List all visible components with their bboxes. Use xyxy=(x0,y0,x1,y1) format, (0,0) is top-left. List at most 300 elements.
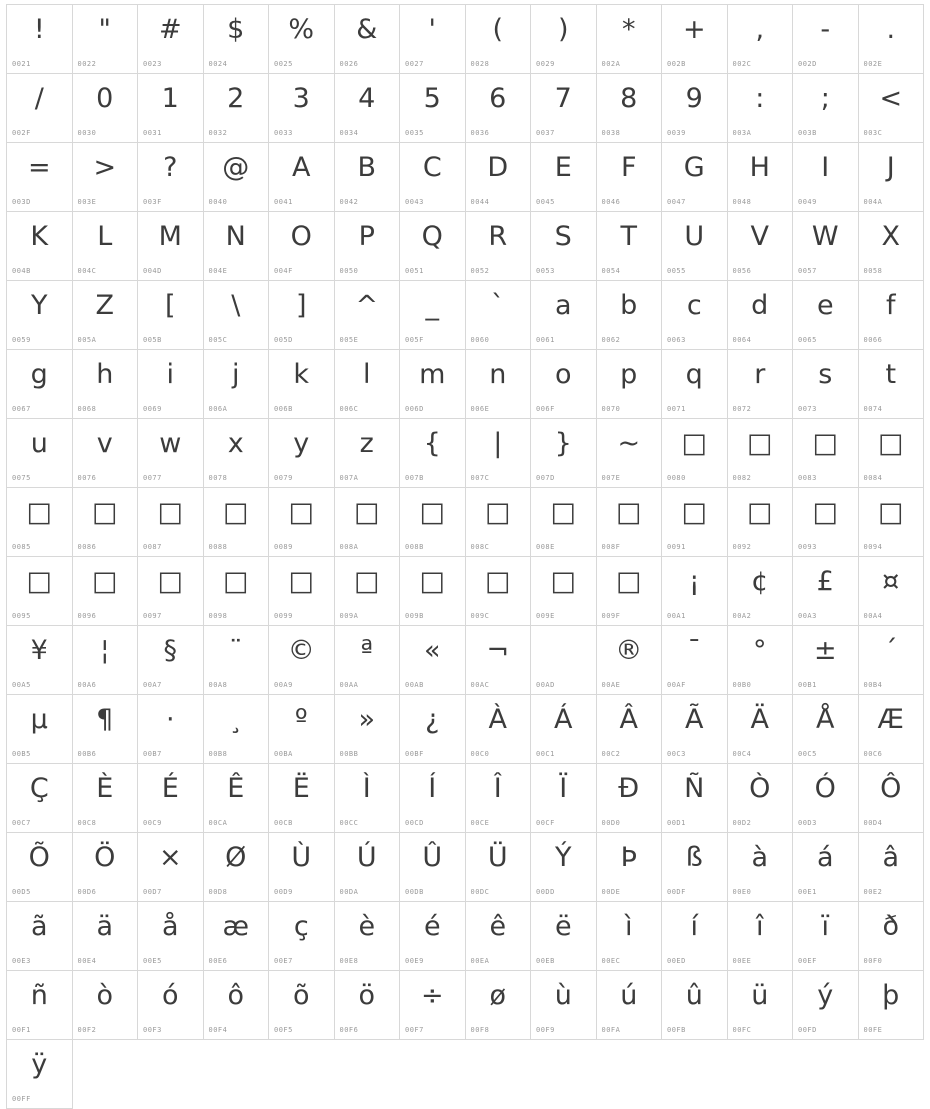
glyph-cell[interactable] xyxy=(335,695,401,764)
glyph-cell[interactable] xyxy=(204,695,270,764)
glyph-codepoint: 0031 xyxy=(143,129,162,137)
glyph-cell[interactable] xyxy=(204,902,270,971)
glyph-cell[interactable] xyxy=(269,281,335,350)
glyph-cell[interactable] xyxy=(269,488,335,557)
glyph-cell[interactable] xyxy=(335,902,401,971)
glyph-cell[interactable] xyxy=(204,626,270,695)
glyph-codepoint: 0069 xyxy=(143,405,162,413)
glyph-codepoint: 002F xyxy=(12,129,31,137)
glyph-codepoint: 00D0 xyxy=(601,819,621,827)
glyph-character: j xyxy=(231,359,240,390)
glyph-cell[interactable] xyxy=(597,143,663,212)
glyph-cell[interactable] xyxy=(466,5,532,74)
glyph-cell[interactable] xyxy=(597,281,663,350)
glyph-codepoint: 006D xyxy=(405,405,424,413)
glyph-cell[interactable] xyxy=(662,902,728,971)
glyph-cell[interactable] xyxy=(400,626,466,695)
glyph-codepoint: 0068 xyxy=(77,405,97,413)
glyph-cell[interactable] xyxy=(597,488,663,557)
glyph-cell[interactable] xyxy=(400,695,466,764)
glyph-cell[interactable] xyxy=(73,695,139,764)
glyph-codepoint: 0035 xyxy=(405,129,424,137)
glyph-cell[interactable] xyxy=(662,74,728,143)
glyph-character: 2 xyxy=(227,83,245,114)
glyph-codepoint: 0045 xyxy=(536,198,555,206)
glyph-cell[interactable] xyxy=(204,350,270,419)
glyph-cell[interactable] xyxy=(400,764,466,833)
glyph-codepoint: 00D3 xyxy=(798,819,817,827)
glyph-cell[interactable] xyxy=(7,281,73,350)
glyph-cell[interactable] xyxy=(728,902,794,971)
glyph-cell[interactable] xyxy=(335,143,401,212)
glyph-cell[interactable] xyxy=(859,695,925,764)
glyph-codepoint: 002A xyxy=(601,60,621,68)
glyph-character: É xyxy=(161,773,179,804)
glyph-character: d xyxy=(751,290,769,321)
glyph-cell[interactable] xyxy=(138,488,204,557)
glyph-cell[interactable] xyxy=(793,5,859,74)
glyph-cell[interactable] xyxy=(793,143,859,212)
glyph-cell[interactable] xyxy=(138,695,204,764)
glyph-cell[interactable] xyxy=(400,488,466,557)
glyph-cell[interactable] xyxy=(662,833,728,902)
glyph-cell[interactable] xyxy=(662,143,728,212)
glyph-cell[interactable] xyxy=(335,557,401,626)
glyph-cell[interactable] xyxy=(400,557,466,626)
glyph-cell[interactable] xyxy=(204,419,270,488)
glyph-cell[interactable] xyxy=(269,695,335,764)
glyph-cell[interactable] xyxy=(7,1040,73,1109)
glyph-codepoint: 00FD xyxy=(798,1026,817,1034)
glyph-cell[interactable] xyxy=(269,626,335,695)
glyph-cell[interactable] xyxy=(793,488,859,557)
glyph-character: □ xyxy=(353,566,380,597)
glyph-cell[interactable] xyxy=(859,488,925,557)
glyph-cell[interactable] xyxy=(335,74,401,143)
glyph-cell[interactable] xyxy=(138,626,204,695)
glyph-cell[interactable] xyxy=(335,350,401,419)
glyph-cell[interactable] xyxy=(728,74,794,143)
glyph-cell[interactable] xyxy=(662,626,728,695)
glyph-cell[interactable] xyxy=(793,695,859,764)
glyph-cell[interactable] xyxy=(793,419,859,488)
glyph-cell[interactable] xyxy=(466,695,532,764)
glyph-cell[interactable] xyxy=(662,971,728,1040)
glyph-cell[interactable] xyxy=(73,281,139,350)
glyph-cell[interactable] xyxy=(662,695,728,764)
glyph-codepoint: 0024 xyxy=(208,60,228,68)
glyph-character: □ xyxy=(222,566,249,597)
glyph-cell[interactable] xyxy=(662,419,728,488)
glyph-codepoint: 0075 xyxy=(12,474,31,482)
glyph-cell[interactable] xyxy=(728,971,794,1040)
glyph-character: ¿ xyxy=(425,704,440,735)
glyph-cell[interactable] xyxy=(400,281,466,350)
glyph-cell[interactable] xyxy=(662,212,728,281)
glyph-cell[interactable] xyxy=(335,5,401,74)
glyph-cell[interactable] xyxy=(531,971,597,1040)
glyph-cell[interactable] xyxy=(859,5,925,74)
glyph-character: c xyxy=(686,290,702,321)
glyph-character: h xyxy=(96,359,114,390)
glyph-cell[interactable] xyxy=(7,902,73,971)
glyph-character: ä xyxy=(96,911,114,942)
glyph-cell[interactable] xyxy=(7,764,73,833)
glyph-codepoint: 0051 xyxy=(405,267,424,275)
glyph-cell[interactable] xyxy=(597,350,663,419)
glyph-character: T xyxy=(620,221,637,252)
glyph-codepoint: 004A xyxy=(863,198,883,206)
glyph-cell[interactable] xyxy=(531,281,597,350)
glyph-codepoint: 0061 xyxy=(536,336,555,344)
glyph-character: n xyxy=(489,359,507,390)
glyph-cell[interactable] xyxy=(335,833,401,902)
glyph-cell[interactable] xyxy=(466,419,532,488)
glyph-cell[interactable] xyxy=(728,833,794,902)
glyph-cell[interactable] xyxy=(335,281,401,350)
glyph-cell[interactable] xyxy=(859,143,925,212)
glyph-character: □ xyxy=(26,497,52,528)
glyph-codepoint: 008F xyxy=(601,543,621,551)
glyph-cell[interactable] xyxy=(73,626,139,695)
glyph-cell[interactable] xyxy=(728,419,794,488)
glyph-cell[interactable] xyxy=(204,5,270,74)
glyph-cell[interactable] xyxy=(269,74,335,143)
glyph-character: D xyxy=(487,152,509,183)
glyph-character: ñ xyxy=(30,980,48,1011)
glyph-cell[interactable] xyxy=(859,212,925,281)
glyph-cell[interactable] xyxy=(400,419,466,488)
glyph-cell[interactable] xyxy=(728,488,794,557)
glyph-cell[interactable] xyxy=(400,74,466,143)
glyph-cell[interactable] xyxy=(204,143,270,212)
glyph-cell[interactable] xyxy=(204,212,270,281)
glyph-codepoint: 006E xyxy=(470,405,490,413)
glyph-cell[interactable] xyxy=(859,557,925,626)
glyph-character: µ xyxy=(30,704,48,735)
glyph-codepoint: 00B5 xyxy=(12,750,31,758)
glyph-codepoint: 00B0 xyxy=(732,681,752,689)
glyph-cell[interactable] xyxy=(531,833,597,902)
glyph-cell[interactable] xyxy=(73,902,139,971)
glyph-cell[interactable] xyxy=(531,626,597,695)
glyph-cell[interactable] xyxy=(73,557,139,626)
glyph-cell[interactable] xyxy=(138,212,204,281)
glyph-codepoint: 00BB xyxy=(339,750,359,758)
glyph-codepoint: 00BA xyxy=(274,750,293,758)
glyph-codepoint: 00C2 xyxy=(601,750,621,758)
glyph-cell[interactable] xyxy=(204,488,270,557)
glyph-cell[interactable] xyxy=(73,5,139,74)
glyph-cell[interactable] xyxy=(531,902,597,971)
glyph-character: 6 xyxy=(489,83,507,114)
glyph-cell[interactable] xyxy=(597,557,663,626)
glyph-cell[interactable] xyxy=(466,626,532,695)
glyph-cell[interactable] xyxy=(728,143,794,212)
glyph-codepoint: 0032 xyxy=(208,129,228,137)
glyph-cell[interactable] xyxy=(597,764,663,833)
glyph-cell[interactable] xyxy=(597,626,663,695)
glyph-cell[interactable] xyxy=(597,971,663,1040)
glyph-cell[interactable] xyxy=(859,626,925,695)
glyph-cell[interactable] xyxy=(73,74,139,143)
glyph-cell[interactable] xyxy=(269,902,335,971)
glyph-cell[interactable] xyxy=(400,971,466,1040)
glyph-cell[interactable] xyxy=(466,557,532,626)
glyph-cell[interactable] xyxy=(138,557,204,626)
glyph-cell[interactable] xyxy=(73,143,139,212)
glyph-cell[interactable] xyxy=(793,557,859,626)
glyph-cell[interactable] xyxy=(138,971,204,1040)
glyph-cell[interactable] xyxy=(7,695,73,764)
glyph-cell[interactable] xyxy=(793,902,859,971)
glyph-character: í xyxy=(690,911,698,942)
glyph-codepoint: 002D xyxy=(798,60,817,68)
glyph-codepoint: 00F4 xyxy=(208,1026,228,1034)
glyph-codepoint: 0050 xyxy=(339,267,359,275)
glyph-cell[interactable] xyxy=(204,281,270,350)
glyph-cell[interactable] xyxy=(859,419,925,488)
glyph-codepoint: 0038 xyxy=(601,129,621,137)
glyph-codepoint: 0065 xyxy=(798,336,817,344)
glyph-cell[interactable] xyxy=(7,971,73,1040)
glyph-cell[interactable] xyxy=(466,281,532,350)
glyph-codepoint: 0057 xyxy=(798,267,817,275)
glyph-character: E xyxy=(554,152,572,183)
glyph-cell[interactable] xyxy=(531,143,597,212)
glyph-cell[interactable] xyxy=(466,212,532,281)
glyph-cell[interactable] xyxy=(793,212,859,281)
glyph-codepoint: 00E1 xyxy=(798,888,817,896)
glyph-cell[interactable] xyxy=(859,833,925,902)
glyph-cell[interactable] xyxy=(531,557,597,626)
glyph-character: & xyxy=(356,14,378,45)
glyph-cell[interactable] xyxy=(400,902,466,971)
glyph-cell[interactable] xyxy=(335,764,401,833)
glyph-cell[interactable] xyxy=(138,764,204,833)
glyph-codepoint: 00A7 xyxy=(143,681,162,689)
glyph-cell[interactable] xyxy=(269,350,335,419)
glyph-cell[interactable] xyxy=(662,488,728,557)
glyph-cell[interactable] xyxy=(269,212,335,281)
glyph-cell[interactable] xyxy=(859,971,925,1040)
glyph-character: A xyxy=(292,152,311,183)
glyph-cell[interactable] xyxy=(73,971,139,1040)
glyph-character: □ xyxy=(484,566,511,597)
glyph-cell[interactable] xyxy=(793,74,859,143)
glyph-cell[interactable] xyxy=(597,74,663,143)
glyph-cell[interactable] xyxy=(662,350,728,419)
glyph-cell[interactable] xyxy=(793,971,859,1040)
glyph-cell[interactable] xyxy=(728,695,794,764)
glyph-cell[interactable] xyxy=(400,350,466,419)
glyph-codepoint: 009B xyxy=(405,612,424,620)
glyph-codepoint: 00A6 xyxy=(77,681,97,689)
glyph-cell[interactable] xyxy=(400,833,466,902)
glyph-cell[interactable] xyxy=(73,488,139,557)
glyph-cell[interactable] xyxy=(269,5,335,74)
glyph-cell[interactable] xyxy=(269,143,335,212)
glyph-cell[interactable] xyxy=(204,833,270,902)
glyph-cell[interactable] xyxy=(531,74,597,143)
glyph-cell[interactable] xyxy=(531,488,597,557)
glyph-cell[interactable] xyxy=(466,350,532,419)
glyph-cell[interactable] xyxy=(531,764,597,833)
glyph-cell[interactable] xyxy=(793,281,859,350)
glyph-cell[interactable] xyxy=(597,419,663,488)
glyph-cell[interactable] xyxy=(269,971,335,1040)
glyph-character: W xyxy=(811,221,839,252)
glyph-character: § xyxy=(163,635,177,666)
glyph-cell[interactable] xyxy=(859,902,925,971)
glyph-character: ø xyxy=(489,980,507,1011)
glyph-codepoint: 006B xyxy=(274,405,293,413)
glyph-cell[interactable] xyxy=(728,626,794,695)
glyph-cell[interactable] xyxy=(859,281,925,350)
glyph-cell[interactable] xyxy=(335,419,401,488)
glyph-cell[interactable] xyxy=(466,74,532,143)
glyph-cell[interactable] xyxy=(7,212,73,281)
glyph-cell[interactable] xyxy=(335,212,401,281)
glyph-cell[interactable] xyxy=(7,74,73,143)
glyph-codepoint: 0079 xyxy=(274,474,293,482)
glyph-cell[interactable] xyxy=(597,5,663,74)
glyph-cell[interactable] xyxy=(597,902,663,971)
glyph-cell[interactable] xyxy=(662,281,728,350)
glyph-cell[interactable] xyxy=(335,626,401,695)
glyph-codepoint: 0078 xyxy=(208,474,228,482)
glyph-cell[interactable] xyxy=(73,350,139,419)
glyph-cell[interactable] xyxy=(793,626,859,695)
glyph-cell[interactable] xyxy=(531,5,597,74)
glyph-cell[interactable] xyxy=(400,212,466,281)
glyph-cell[interactable] xyxy=(269,764,335,833)
glyph-codepoint: 0066 xyxy=(863,336,883,344)
glyph-cell[interactable] xyxy=(204,764,270,833)
glyph-cell[interactable] xyxy=(269,833,335,902)
glyph-cell[interactable] xyxy=(728,212,794,281)
glyph-cell[interactable] xyxy=(531,212,597,281)
glyph-cell[interactable] xyxy=(728,764,794,833)
glyph-codepoint: 0046 xyxy=(601,198,621,206)
glyph-cell[interactable] xyxy=(138,281,204,350)
glyph-codepoint: 00F7 xyxy=(405,1026,424,1034)
glyph-cell[interactable] xyxy=(793,350,859,419)
glyph-cell[interactable] xyxy=(662,557,728,626)
glyph-cell[interactable] xyxy=(728,557,794,626)
glyph-cell[interactable] xyxy=(662,5,728,74)
glyph-cell[interactable] xyxy=(466,971,532,1040)
glyph-cell[interactable] xyxy=(73,419,139,488)
glyph-cell[interactable] xyxy=(138,350,204,419)
glyph-codepoint: 0063 xyxy=(667,336,686,344)
glyph-cell[interactable] xyxy=(7,626,73,695)
glyph-cell[interactable] xyxy=(138,5,204,74)
glyph-character: è xyxy=(358,911,376,942)
glyph-cell[interactable] xyxy=(204,74,270,143)
glyph-cell[interactable] xyxy=(7,557,73,626)
glyph-cell[interactable] xyxy=(335,488,401,557)
glyph-cell[interactable] xyxy=(597,695,663,764)
glyph-character: Ú xyxy=(356,842,377,873)
glyph-cell[interactable] xyxy=(7,419,73,488)
glyph-codepoint: 0022 xyxy=(77,60,97,68)
glyph-character: ´ xyxy=(884,635,898,666)
glyph-cell[interactable] xyxy=(662,764,728,833)
glyph-codepoint: 003A xyxy=(732,129,752,137)
glyph-cell[interactable] xyxy=(138,419,204,488)
glyph-cell[interactable] xyxy=(597,212,663,281)
glyph-character: " xyxy=(98,14,111,45)
glyph-cell[interactable] xyxy=(138,833,204,902)
glyph-cell[interactable] xyxy=(466,833,532,902)
glyph-codepoint: 00FA xyxy=(601,1026,621,1034)
glyph-cell[interactable] xyxy=(597,833,663,902)
glyph-cell[interactable] xyxy=(138,902,204,971)
glyph-character: [ xyxy=(164,290,176,321)
glyph-cell[interactable] xyxy=(531,350,597,419)
glyph-cell[interactable] xyxy=(728,350,794,419)
glyph-cell[interactable] xyxy=(728,5,794,74)
glyph-character: □ xyxy=(746,497,773,528)
glyph-character: À xyxy=(488,704,507,735)
glyph-cell[interactable] xyxy=(335,971,401,1040)
glyph-cell[interactable] xyxy=(204,557,270,626)
glyph-cell[interactable] xyxy=(859,74,925,143)
glyph-cell[interactable] xyxy=(7,833,73,902)
glyph-cell[interactable] xyxy=(7,5,73,74)
glyph-codepoint: 00D1 xyxy=(667,819,686,827)
glyph-character: ° xyxy=(753,635,767,666)
glyph-cell[interactable] xyxy=(793,833,859,902)
glyph-cell[interactable] xyxy=(269,419,335,488)
glyph-codepoint: 0023 xyxy=(143,60,162,68)
glyph-cell[interactable] xyxy=(531,695,597,764)
glyph-cell[interactable] xyxy=(466,488,532,557)
glyph-cell[interactable] xyxy=(269,557,335,626)
glyph-cell[interactable] xyxy=(466,764,532,833)
glyph-cell[interactable] xyxy=(7,143,73,212)
glyph-codepoint: 00A1 xyxy=(667,612,686,620)
glyph-cell[interactable] xyxy=(73,764,139,833)
glyph-character: å xyxy=(161,911,179,942)
glyph-cell[interactable] xyxy=(793,764,859,833)
glyph-codepoint: 00F9 xyxy=(536,1026,555,1034)
glyph-codepoint: 0060 xyxy=(470,336,490,344)
glyph-cell[interactable] xyxy=(400,5,466,74)
glyph-cell[interactable] xyxy=(204,971,270,1040)
glyph-codepoint: 0059 xyxy=(12,336,31,344)
glyph-cell[interactable] xyxy=(7,488,73,557)
glyph-cell[interactable] xyxy=(138,143,204,212)
glyph-cell[interactable] xyxy=(400,143,466,212)
glyph-cell[interactable] xyxy=(7,350,73,419)
glyph-codepoint: 003C xyxy=(863,129,883,137)
glyph-cell[interactable] xyxy=(728,281,794,350)
glyph-cell[interactable] xyxy=(466,143,532,212)
glyph-cell[interactable] xyxy=(138,74,204,143)
glyph-codepoint: 0074 xyxy=(863,405,883,413)
glyph-cell[interactable] xyxy=(859,764,925,833)
glyph-cell[interactable] xyxy=(73,833,139,902)
glyph-cell[interactable] xyxy=(466,902,532,971)
glyph-codepoint: 00A5 xyxy=(12,681,31,689)
glyph-cell[interactable] xyxy=(859,350,925,419)
glyph-codepoint: 00B6 xyxy=(77,750,97,758)
glyph-cell[interactable] xyxy=(531,419,597,488)
glyph-codepoint: 003D xyxy=(12,198,31,206)
glyph-cell[interactable] xyxy=(73,212,139,281)
